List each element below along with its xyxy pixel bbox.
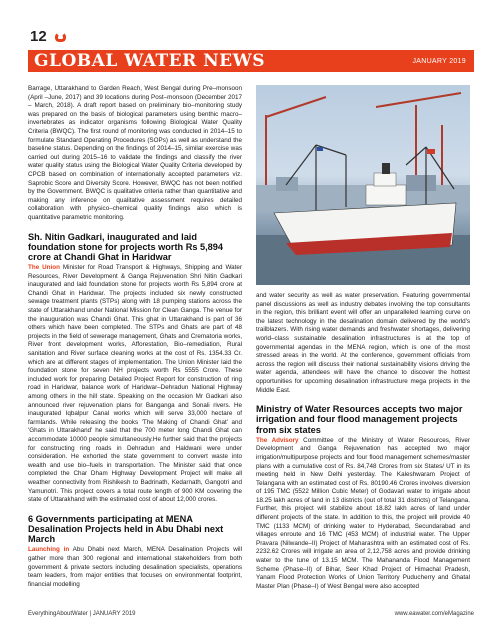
article-headline-water-ministry: Ministry of Water Resources accepts two major irrigation and four flood management projects from six states [256, 404, 463, 435]
ship-photo [256, 85, 470, 285]
article-body-mena [28, 546, 242, 589]
page-footer [28, 611, 474, 617]
article-intro-text: Barrage, Uttarakhand to Garden Reach, West Bengal during Pre–monsoon (April –June, 2017) and 39 locations during Post–monsoon (December 2017 – March, 2018). A draft report based on preliminary bio–monitoring study was prepared on the basis of biological parameters using benthic macro–invertebrates as indicator organisms following Biological Water Quality Criteria (BWQC). The first round of monitoring was conducted in 2014–15 to formulate Standard Operating Procedures (SOPs) as well as understand the baseline status. Depending on the findings of 2014–15, similar exercise was carried out during 2015–16 to validate the findings and classify the river water quality status using the Biological Water Quality Criteria developed by CPCB based on combination of internationally accepted parameters viz. Saprobic Score and Diversity Score. However, BWQC has not been notified by the Government. BWQC is qualitative criteria rather than quantitative and making any inference on qualitative assessment requires detailed collaboration with physico–chemical quality findings also which is quantitative parametric monitoring. [28, 85, 242, 221]
article-body-water-ministry [256, 437, 470, 592]
article-body-mena-continued: and water security as well as water preservation. Featuring governmental panel discussions as well as industry debates involving the top consultants in the region, this brilliant event will offer an unparalleled learning curve on the latest technology in the desalination domain delivered by the world's trailblazers. With rising water demands and freshwater shortages, delivering world–class sustainable desalination infrastructures is at the top of governmental agendas in the MENA region, which is one of the most stressed areas in the world. At the conference, government officials from across the region will discuss their national sustainability visions driving the water agenda, attendees will have the chance to discover the hottest opportunities for upcoming desalination infrastructure mega projects in the Middle East. [256, 292, 470, 394]
section-title: GLOBAL WATER NEWS [34, 51, 265, 71]
article-body-gadkari [28, 264, 242, 505]
ship-photo-illustration [256, 85, 470, 285]
section-banner [28, 50, 474, 72]
page-header-top [30, 28, 66, 45]
page-number: 12 [30, 28, 47, 45]
left-column [28, 85, 242, 594]
article-text-water-ministry: Committee of the Ministry of Water Resources, River Development and Ganga Rejuvenation has accepted two major irrigation/multipurpose projects and four flood management schemes/master plans with a cumulative cost of Rs. 84,748 Crores from six States/ UT in its meeting held in New Delhi yesterday. The Kaleshwaram Project of Telangana with an estimated cost of Rs. 80190.46 Crores involves diversion of 195 TMC (5522 Million Cubic Meter) of Godavari water to irrigate about 18.25 lakh acres of land in 13 districts (out of total 31 districts) of Telangana. Further, this project will stabilize about 18.82 lakh acres of land under different projects of the state. In addition to this, the project will provide 40 TMC (1133 MCM) of drinking water to Hyderabad, Secundarabad and villages enroute and 16 TMC (453 MCM) of industrial water. The Upper Pravara (Nilwande–II) Project of Maharashtra with an estimated cost of Rs. 2232.62 Crores will irrigate an area of 2,12,758 acres and provide drinking water to the tune of 13.15 MCM. The Mahananda Flood Management Scheme (Phase–II) of Bihar, Seer Khad Project of Himachal Pradesh, Yanam Flood Protection Works of Union Territory Puducherry and Ghatal Master Plan (Phase–I) of West Bengal were also accepted [256, 436, 470, 590]
article-headline-gadkari: Sh. Nitin Gadkari, inaugurated and laid foundation stone for projects worth Rs 5,894 crore at Chandi Ghat in Haridwar [28, 231, 224, 262]
article-text-mena: Abu Dhabi next March, MENA Desalination Projects will gather more than 300 regional and international stakeholders from both government & private sectors including desalination specialists, operations team leaders, from major entities that focuses on environmental footprint, financial modelling [28, 546, 242, 588]
article-headline-mena: 6 Governments participating at MENA Desalination Projects held in Abu Dhabi next March [28, 513, 224, 545]
article-lead-gadkari: The Union [28, 264, 60, 272]
article-lead-mena: Launching in [28, 546, 70, 554]
right-column [256, 85, 470, 596]
article-text-gadkari: Minister for Road Transport & Highways, Shipping and Water Resources, River Development & Ganga Rejuvenation Shri Nitin Gadkari inaugurated and laid foundation stone for projects worth Rs 5,894 crore at Chandi Ghat in Haridwar. The projects included six newly constructed sewage treatment plants (STPs) along with 18 pumping stations across the state of Uttarakhand under National Mission for Clean Ganga. The venue for the inauguration was Chandi Ghat. This ghat in Uttarakhand is part of 36 others which have been completed. The STPs and Ghats are part of 48 projects in the field of sewerage management, Ghats and Crematoria works, River front development works, Afforestation, Bio–remediation, Rural sanitation and River surface cleaning works at the cost of Rs. 1354.33 Cr. which are at different stages of implementation. The Union Minister laid the foundation stone for seven NH projects worth Rs 5555 Crore. These included work for preparing Detailed Project Report for construction of ring road in Haridwar, balance work of Haridwar–Dehradun National Highway among others in the hill state. Speaking on the occasion Mr Gadkari also announced river rejuvenation plans for Banganga and Sonali rivers. He inaugurated Iqbalpur Canal works which will serve 33,000 hectare of farmlands. While releasing the books 'The Making of Chandi Ghat' and 'Ghats in Uttarakhand' he said that the 700 meter long Chandi Ghat can accommodate 10000 people simultaneously.He further said that the projects for constructing ring roads in Dehradun and Haldwani were under consideration. He exhorted the state government to convert waste into wealth and use bio–fuels in transportation. The Minister said that once completed the Char Dham Highway Development Project will make all weather connectivity from Rishikesh to Badrinath, Kedarnath, Gangotri and Yamunotri. This project covers a total route length of 900 KM covering the state of Uttarakhand with the estimated cost of about 12,000 crores. [28, 264, 243, 504]
article-lead-water-ministry: The Advisory [256, 436, 299, 444]
footer-website-link[interactable]: www.eawater.com/eMagazine [394, 611, 474, 617]
footer-publication: EverythingAboutWater | JANUARY 2019 [28, 611, 136, 617]
issue-date: JANUARY 2019 [412, 57, 466, 65]
brand-logo-icon [55, 32, 66, 42]
